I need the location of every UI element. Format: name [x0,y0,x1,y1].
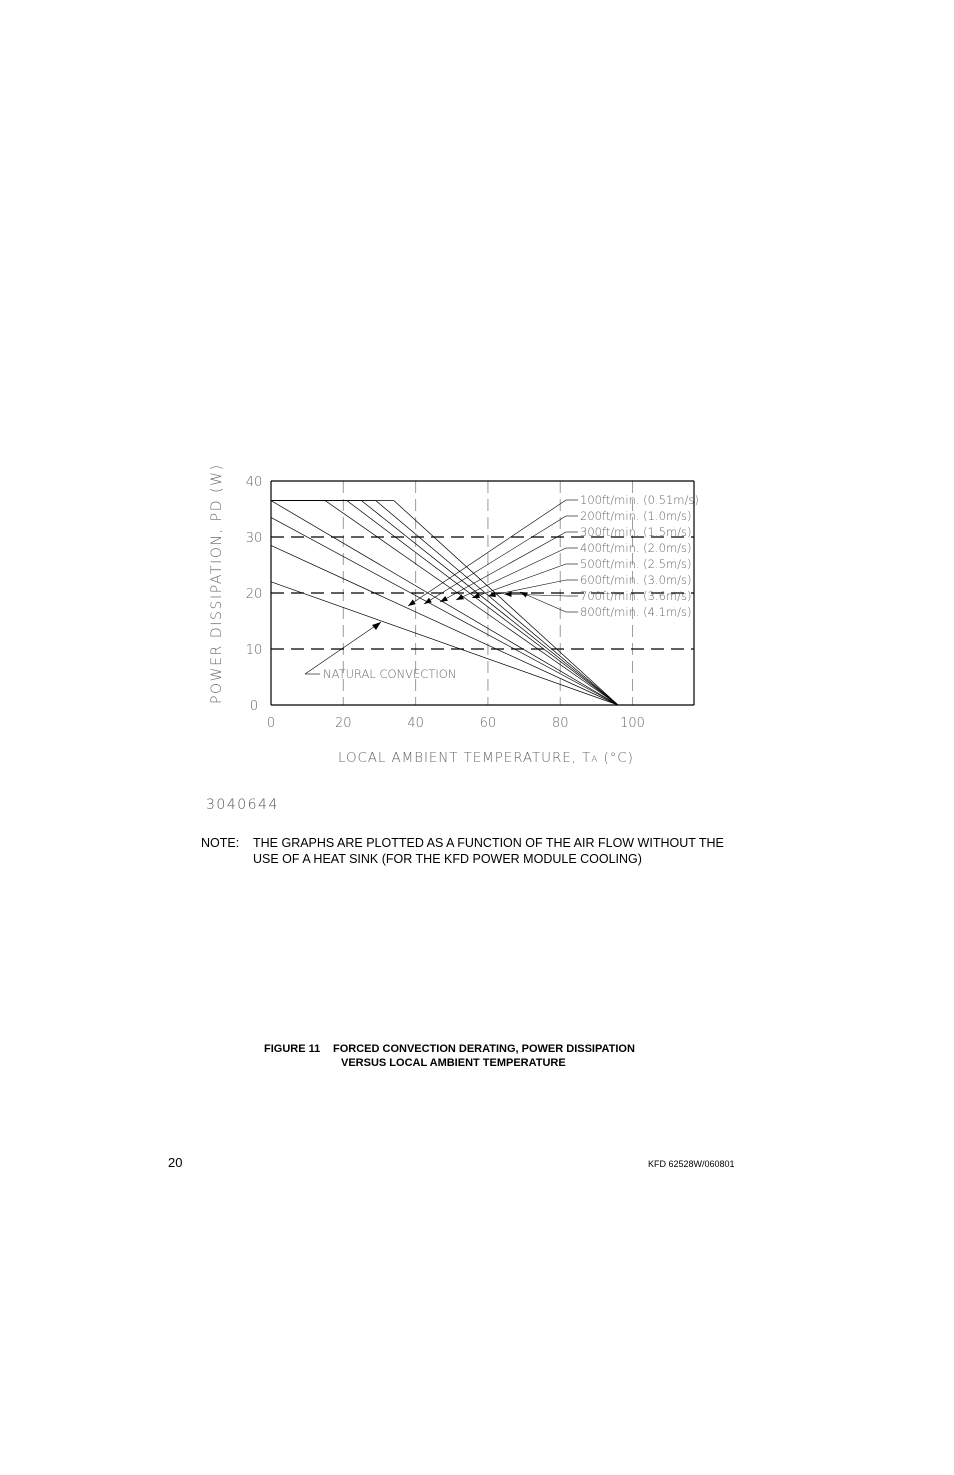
natural-convection-label: NATURAL CONVECTION [323,667,457,681]
y-axis-label: POWER DISSIPATION, PD (W) [209,463,225,704]
legend-label-3: 300ft/min. (1.5m/s) [580,525,692,539]
legend-label-4: 400ft/min. (2.0m/s) [580,541,692,555]
legend-label-2: 200ft/min. (1.0m/s) [580,509,692,523]
x-tick-label-0: 0 [266,716,276,731]
legend-label-1: 100ft/min. (0.51m/s) [580,493,699,507]
legend-leader-1 [408,500,566,606]
caption-line-2: VERSUS LOCAL AMBIENT TEMPERATURE [341,1056,566,1069]
legend-arrow-4 [456,594,464,600]
x-tick-label-60: 60 [479,716,497,731]
figure-caption [264,1043,635,1070]
x-axis-label [338,750,634,766]
legend-arrow-3 [440,596,448,602]
legend-label-5: 500ft/min. (2.5m/s) [580,557,692,571]
legend-label-6: 600ft/min. (3.0m/s) [580,573,692,587]
natural-convection-arrow [372,622,381,630]
legend [305,493,699,681]
legend-label-8: 800ft/min. (4.1m/s) [580,605,692,619]
legend-label-7: 700ft/min. (3.6m/s) [580,589,692,603]
y-tick-label-10: 10 [245,643,263,658]
x-axis-label-unit: (°C) [598,750,634,766]
figure-number: FIGURE 11 [264,1043,321,1055]
series-line-1 [271,545,618,705]
y-tick-label-0: 0 [249,699,259,714]
legend-arrow-1 [408,600,416,606]
y-tick-label-20: 20 [245,587,263,602]
x-tick-label-40: 40 [407,716,424,731]
legend-leader-2 [424,516,566,604]
caption-line-1 [264,1043,635,1057]
note-text: THE GRAPHS ARE PLOTTED AS A FUNCTION OF THE AIR FLOW WITHOUT THE USE OF A HEAT SINK (FOR THE KFD POWER MODULE COOLING) [253,836,724,866]
x-tick-label-20: 20 [335,716,352,731]
document-reference: KFD 62528W/060801 [648,1159,735,1169]
x-axis-label-subscript: A [591,755,599,765]
legend-leader-7 [504,594,566,596]
x-tick-label-80: 80 [551,716,569,731]
x-axis-label-main: LOCAL AMBIENT TEMPERATURE, T [338,750,592,766]
page-number: 20 [168,1155,183,1170]
x-tick-label-100: 100 [620,716,645,731]
y-tick-label-30: 30 [245,531,263,546]
drawing-number: 3040644 [206,797,279,813]
y-tick-label-40: 40 [245,475,263,490]
caption-title-1: FORCED CONVECTION DERATING, POWER DISSIPATION [333,1043,635,1055]
note-label: NOTE: [201,836,240,850]
